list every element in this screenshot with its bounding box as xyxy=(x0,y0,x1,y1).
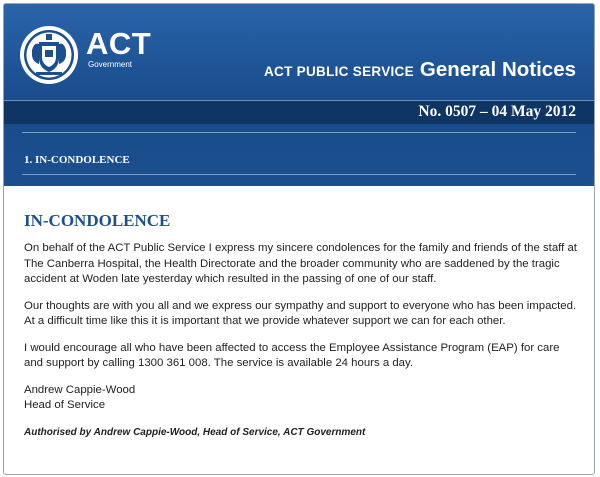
publication-main-title: General Notices xyxy=(419,58,576,81)
divider xyxy=(22,174,576,175)
divider xyxy=(22,132,576,133)
article-body xyxy=(24,211,580,439)
header-banner xyxy=(4,4,594,186)
paragraph: I would encourage all who have been affected to access the Employee Assistance Program (EAP) for care and support by calling 1300 361 008. The service is available 24 hours a day. xyxy=(24,341,560,369)
logo-wordmark: ACT xyxy=(86,26,152,61)
paragraph: On behalf of the ACT Public Service I express my sincere condolences for the family and friends of the staff at The Canberra Hospital, the Health Directorate and the broader community who are saddened by the tragic accident at Woden late yesterday which resulted in the passing of one of our staff. xyxy=(24,242,577,285)
notice-frame xyxy=(3,3,595,475)
logo-subtitle: Government xyxy=(88,60,133,69)
authorisation-statement: Authorised by Andrew Cappie-Wood, Head of Service, ACT Government xyxy=(24,426,366,438)
issue-bar xyxy=(4,100,594,124)
toc-link-in-condolence[interactable]: 1. IN-CONDOLENCE xyxy=(24,154,130,166)
signature-block xyxy=(24,383,580,414)
issue-number: No. 0507 – 04 May 2012 xyxy=(418,103,576,120)
publication-subtitle: ACT PUBLIC SERVICE xyxy=(263,64,414,79)
article-heading: IN-CONDOLENCE xyxy=(24,211,171,230)
signature-name: Andrew Cappie-Wood xyxy=(24,383,136,396)
publication-title xyxy=(264,58,576,82)
paragraph: Our thoughts are with you all and we express our sympathy and support to everyone who has been impacted. At a difficult time like this it is important that we provide whatever support we can for each other. xyxy=(24,299,577,327)
signature-title: Head of Service xyxy=(24,399,106,411)
act-coat-of-arms-icon xyxy=(18,24,80,86)
